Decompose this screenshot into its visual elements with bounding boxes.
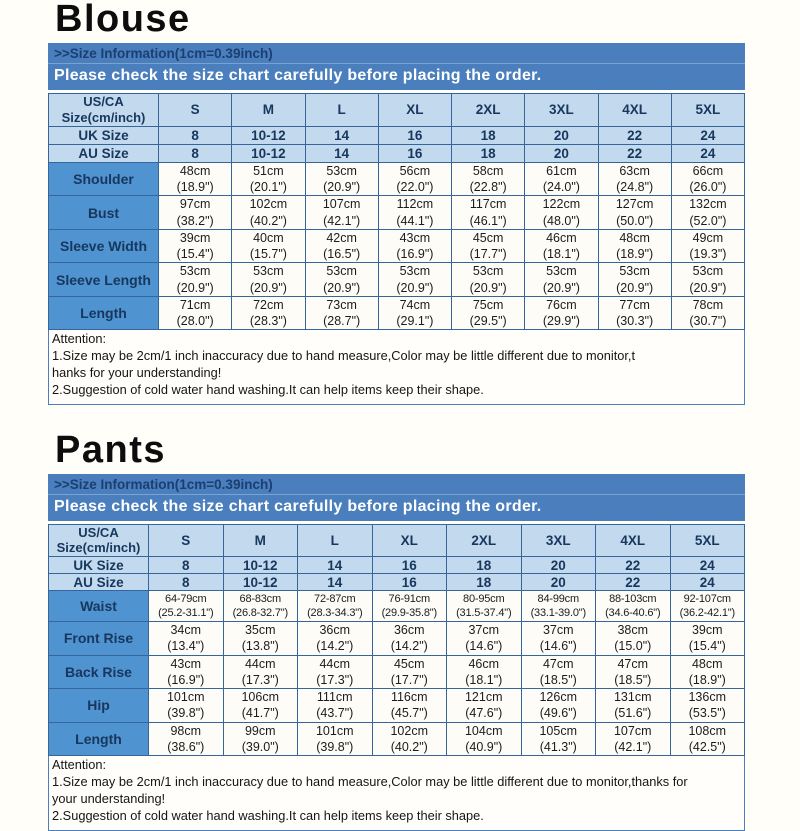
measurement-row-label: Waist: [49, 591, 149, 622]
size-column-header: 2XL: [452, 93, 525, 126]
uk-size-cell: 14: [305, 126, 378, 144]
size-column-header: S: [149, 524, 224, 556]
measurement-cell: 53cm (20.9"): [452, 263, 525, 297]
measurement-cell: 47cm (18.5"): [596, 655, 671, 689]
au-size-cell: 16: [378, 144, 451, 162]
measurement-cell: 45cm (17.7"): [452, 229, 525, 263]
measurement-row: [49, 263, 745, 297]
uk-size-cell: 20: [521, 557, 596, 574]
au-size-cell: 10-12: [223, 574, 298, 591]
size-column-header: 5XL: [671, 93, 744, 126]
measurement-cell: 53cm (20.9"): [378, 263, 451, 297]
measurement-cell: 105cm (41.3"): [521, 722, 596, 756]
size-column-header: L: [305, 93, 378, 126]
measurement-cell: 107cm (42.1"): [305, 196, 378, 230]
au-size-cell: 24: [670, 574, 745, 591]
measurement-cell: 49cm (19.3"): [671, 229, 744, 263]
uk-size-row: [49, 557, 745, 574]
uk-size-cell: 22: [596, 557, 671, 574]
measurement-cell: 102cm (40.2"): [232, 196, 305, 230]
measurement-cell: 42cm (16.5"): [305, 229, 378, 263]
pants-title: Pants: [55, 428, 166, 471]
measurement-row: [49, 622, 745, 656]
au-size-cell: 22: [596, 574, 671, 591]
size-column-header: M: [223, 524, 298, 556]
measurement-row: [49, 296, 745, 330]
measurement-cell: 46cm (18.1"): [525, 229, 598, 263]
measurement-cell: 48cm (18.9"): [670, 655, 745, 689]
uk-size-cell: 8: [159, 126, 232, 144]
measurement-cell: 66cm (26.0"): [671, 162, 744, 196]
measurement-cell: 36cm (14.2"): [372, 622, 447, 656]
au-size-row-label: AU Size: [49, 574, 149, 591]
au-size-cell: 14: [305, 144, 378, 162]
corner-header: US/CA Size(cm/inch): [49, 524, 149, 556]
uk-size-row: [49, 126, 745, 144]
measurement-cell: 63cm (24.8"): [598, 162, 671, 196]
uk-size-cell: 22: [598, 126, 671, 144]
au-size-cell: 20: [525, 144, 598, 162]
measurement-cell: 101cm (39.8"): [298, 722, 373, 756]
measurement-cell: 76cm (29.9"): [525, 296, 598, 330]
measurement-row-label: Shoulder: [49, 162, 159, 196]
uk-size-cell: 24: [671, 126, 744, 144]
measurement-cell: 37cm (14.6"): [447, 622, 522, 656]
measurement-cell: 107cm (42.1"): [596, 722, 671, 756]
measurement-row-label: Sleeve Width: [49, 229, 159, 263]
uk-size-cell: 24: [670, 557, 745, 574]
uk-size-cell: 10-12: [232, 126, 305, 144]
measurement-cell: 104cm (40.9"): [447, 722, 522, 756]
measurement-cell: 51cm (20.1"): [232, 162, 305, 196]
measurement-cell: 48cm (18.9"): [159, 162, 232, 196]
measurement-cell: 121cm (47.6"): [447, 689, 522, 723]
measurement-cell: 97cm (38.2"): [159, 196, 232, 230]
measurement-cell: 77cm (30.3"): [598, 296, 671, 330]
size-column-header: 5XL: [670, 524, 745, 556]
measurement-cell: 45cm (17.7"): [372, 655, 447, 689]
au-size-cell: 8: [159, 144, 232, 162]
measurement-cell: 35cm (13.8"): [223, 622, 298, 656]
measurement-row-label: Length: [49, 722, 149, 756]
au-size-cell: 22: [598, 144, 671, 162]
measurement-cell: 53cm (20.9"): [305, 263, 378, 297]
size-column-header: 3XL: [525, 93, 598, 126]
au-size-cell: 24: [671, 144, 744, 162]
measurement-cell: 34cm (13.4"): [149, 622, 224, 656]
measurement-row: [49, 655, 745, 689]
measurement-cell: 106cm (41.7"): [223, 689, 298, 723]
blouse-panel: [48, 43, 745, 405]
au-size-cell: 14: [298, 574, 373, 591]
measurement-row-label: Back Rise: [49, 655, 149, 689]
pants-notice-bar: Please check the size chart carefully before placing the order.: [48, 495, 745, 521]
uk-size-cell: 14: [298, 557, 373, 574]
measurement-cell: 56cm (22.0"): [378, 162, 451, 196]
measurement-cell: 71cm (28.0"): [159, 296, 232, 330]
size-column-header: 2XL: [447, 524, 522, 556]
blouse-title: Blouse: [55, 0, 191, 40]
size-column-header: XL: [378, 93, 451, 126]
pants-size-info-bar: >>Size Information(1cm=0.39inch): [48, 474, 745, 495]
measurement-cell: 99cm (39.0"): [223, 722, 298, 756]
attention-line: Attention:: [52, 757, 107, 773]
au-size-cell: 20: [521, 574, 596, 591]
au-size-cell: 8: [149, 574, 224, 591]
size-column-header: L: [298, 524, 373, 556]
measurement-cell: 84-99cm (33.1-39.0"): [521, 591, 596, 622]
measurement-cell: 132cm (52.0"): [671, 196, 744, 230]
measurement-row-label: Front Rise: [49, 622, 149, 656]
measurement-cell: 38cm (15.0"): [596, 622, 671, 656]
measurement-cell: 112cm (44.1"): [378, 196, 451, 230]
measurement-cell: 73cm (28.7"): [305, 296, 378, 330]
measurement-cell: 72-87cm (28.3-34.3"): [298, 591, 373, 622]
au-size-cell: 18: [447, 574, 522, 591]
measurement-cell: 108cm (42.5"): [670, 722, 745, 756]
uk-size-row-label: UK Size: [49, 557, 149, 574]
attention-line: 2.Suggestion of cold water hand washing.It can help items keep their shape.: [52, 382, 484, 398]
corner-header: US/CA Size(cm/inch): [49, 93, 159, 126]
measurement-cell: 126cm (49.6"): [521, 689, 596, 723]
measurement-cell: 43cm (16.9"): [149, 655, 224, 689]
measurement-row-label: Bust: [49, 196, 159, 230]
measurement-cell: 64-79cm (25.2-31.1"): [149, 591, 224, 622]
measurement-cell: 101cm (39.8"): [149, 689, 224, 723]
measurement-cell: 43cm (16.9"): [378, 229, 451, 263]
measurement-cell: 78cm (30.7"): [671, 296, 744, 330]
measurement-cell: 116cm (45.7"): [372, 689, 447, 723]
attention-line: 2.Suggestion of cold water hand washing.It can help items keep their shape.: [52, 807, 484, 823]
measurement-row: [49, 722, 745, 756]
measurement-row: [49, 162, 745, 196]
measurement-cell: 47cm (18.5"): [521, 655, 596, 689]
size-column-header: XL: [372, 524, 447, 556]
pants-attention-box: [48, 756, 745, 831]
measurement-cell: 102cm (40.2"): [372, 722, 447, 756]
measurement-cell: 40cm (15.7"): [232, 229, 305, 263]
measurement-cell: 46cm (18.1"): [447, 655, 522, 689]
uk-size-cell: 16: [378, 126, 451, 144]
blouse-attention-box: [48, 330, 745, 405]
size-column-header: 3XL: [521, 524, 596, 556]
uk-size-cell: 18: [452, 126, 525, 144]
size-column-header: M: [232, 93, 305, 126]
blouse-notice-bar: Please check the size chart carefully before placing the order.: [48, 64, 745, 90]
size-column-header: S: [159, 93, 232, 126]
measurement-cell: 74cm (29.1"): [378, 296, 451, 330]
measurement-cell: 68-83cm (26.8-32.7"): [223, 591, 298, 622]
uk-size-cell: 10-12: [223, 557, 298, 574]
measurement-cell: 48cm (18.9"): [598, 229, 671, 263]
size-header-row: [49, 93, 745, 126]
measurement-cell: 53cm (20.9"): [671, 263, 744, 297]
au-size-row-label: AU Size: [49, 144, 159, 162]
measurement-cell: 111cm (43.7"): [298, 689, 373, 723]
measurement-cell: 53cm (20.9"): [598, 263, 671, 297]
measurement-cell: 61cm (24.0"): [525, 162, 598, 196]
measurement-cell: 53cm (20.9"): [305, 162, 378, 196]
measurement-row: [49, 591, 745, 622]
measurement-row-label: Length: [49, 296, 159, 330]
attention-line: your understanding!: [52, 790, 166, 806]
measurement-cell: 76-91cm (29.9-35.8"): [372, 591, 447, 622]
measurement-cell: 53cm (20.9"): [232, 263, 305, 297]
measurement-row: [49, 196, 745, 230]
attention-line: Attention:: [52, 331, 107, 347]
au-size-cell: 10-12: [232, 144, 305, 162]
section-pants: [0, 428, 800, 831]
measurement-cell: 58cm (22.8"): [452, 162, 525, 196]
size-column-header: 4XL: [598, 93, 671, 126]
uk-size-cell: 16: [372, 557, 447, 574]
measurement-cell: 122cm (48.0"): [525, 196, 598, 230]
measurement-cell: 80-95cm (31.5-37.4"): [447, 591, 522, 622]
measurement-cell: 44cm (17.3"): [223, 655, 298, 689]
measurement-row: [49, 229, 745, 263]
au-size-row: [49, 144, 745, 162]
uk-size-cell: 18: [447, 557, 522, 574]
size-column-header: 4XL: [596, 524, 671, 556]
measurement-cell: 37cm (14.6"): [521, 622, 596, 656]
au-size-cell: 18: [452, 144, 525, 162]
attention-line: 1.Size may be 2cm/1 inch inaccuracy due to hand measure,Color may be little different due to monitor,thanks for: [52, 773, 688, 789]
uk-size-cell: 20: [525, 126, 598, 144]
measurement-cell: 75cm (29.5"): [452, 296, 525, 330]
measurement-cell: 39cm (15.4"): [159, 229, 232, 263]
measurement-cell: 53cm (20.9"): [525, 263, 598, 297]
uk-size-cell: 8: [149, 557, 224, 574]
measurement-cell: 127cm (50.0"): [598, 196, 671, 230]
measurement-cell: 117cm (46.1"): [452, 196, 525, 230]
pants-size-table: [48, 524, 745, 756]
measurement-row: [49, 689, 745, 723]
size-header-row: [49, 524, 745, 556]
pants-panel: [48, 474, 745, 831]
measurement-cell: 92-107cm (36.2-42.1"): [670, 591, 745, 622]
measurement-cell: 98cm (38.6"): [149, 722, 224, 756]
section-blouse: [0, 0, 800, 405]
blouse-size-table: [48, 93, 745, 331]
attention-line: 1.Size may be 2cm/1 inch inaccuracy due to hand measure,Color may be little different due to monitor,t: [52, 348, 636, 364]
uk-size-row-label: UK Size: [49, 126, 159, 144]
measurement-cell: 72cm (28.3"): [232, 296, 305, 330]
blouse-size-info-bar: >>Size Information(1cm=0.39inch): [48, 43, 745, 64]
au-size-row: [49, 574, 745, 591]
measurement-cell: 44cm (17.3"): [298, 655, 373, 689]
measurement-cell: 53cm (20.9"): [159, 263, 232, 297]
measurement-cell: 88-103cm (34.6-40.6"): [596, 591, 671, 622]
measurement-row-label: Hip: [49, 689, 149, 723]
au-size-cell: 16: [372, 574, 447, 591]
measurement-cell: 36cm (14.2"): [298, 622, 373, 656]
attention-line: hanks for your understanding!: [52, 365, 222, 381]
measurement-cell: 39cm (15.4"): [670, 622, 745, 656]
measurement-cell: 136cm (53.5"): [670, 689, 745, 723]
measurement-cell: 131cm (51.6"): [596, 689, 671, 723]
measurement-row-label: Sleeve Length: [49, 263, 159, 297]
